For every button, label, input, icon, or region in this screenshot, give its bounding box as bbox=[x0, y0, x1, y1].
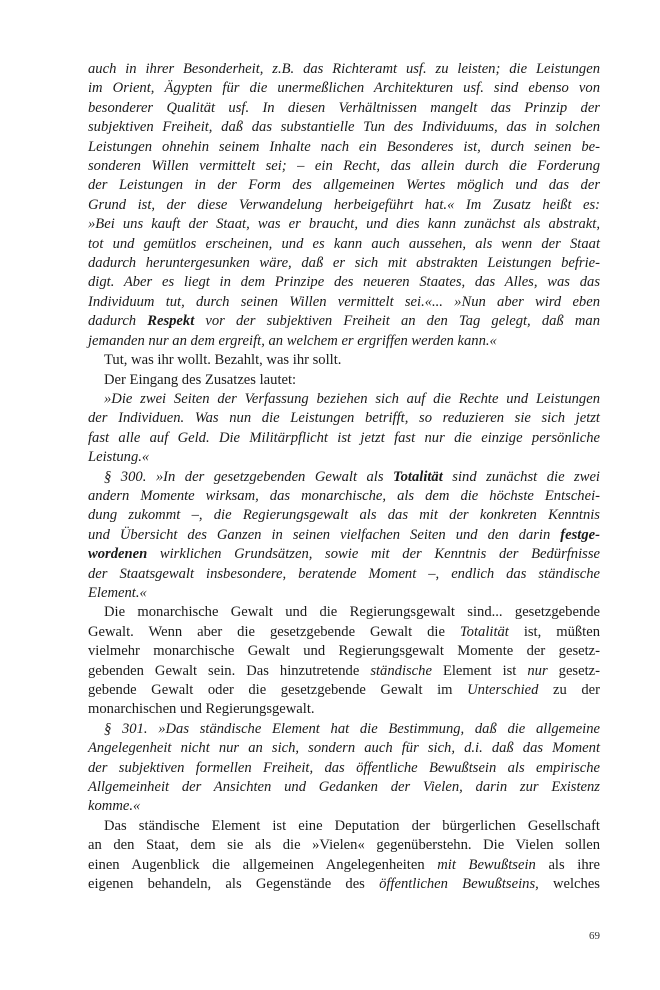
text-line: Leistungen ohnehin seinem Inhalte nach ein Besonderes ist, durch seinen be- bbox=[88, 138, 600, 155]
text-line: an den Staat, dem sie als die »Vielen« gegenüberstehn. Die Vielen sollen bbox=[88, 837, 600, 854]
text-line: § 300. »In der gesetzgebenden Gewalt als Totalität sind zunächst die zwei bbox=[104, 468, 600, 485]
text-line: andern Momente wirksam, das monarchische, als dem die höchste Entschei- bbox=[88, 487, 600, 504]
text-line: besonderer Qualität usf. In diesen Verhältnissen mangelt das Prinzip der bbox=[88, 99, 600, 116]
text-line: Allgemeinheit der Ansichten und Gedanken der Vielen, darin zur Existenz bbox=[88, 779, 600, 796]
text-line: jemanden nur an dem ergreift, an welchem er ergriffen werden kann.« bbox=[88, 332, 497, 349]
text-line: fast alle auf Geld. Die Militärpflicht ist jetzt fast nur die einzige persönliche bbox=[88, 429, 600, 446]
text-line: digt. Aber es liegt in dem Prinzipe des neueren Staates, das Alles, was das bbox=[88, 274, 600, 291]
text-line: Element.« bbox=[88, 584, 147, 601]
paragraph bbox=[88, 371, 600, 390]
text-line: Die monarchische Gewalt und die Regierungsgewalt sind... gesetzgebende bbox=[104, 604, 600, 621]
text-line: Leistung.« bbox=[88, 449, 150, 466]
emphasis-bold: festge- bbox=[560, 526, 600, 543]
text-line: komme.« bbox=[88, 798, 141, 815]
block-quote bbox=[88, 468, 600, 604]
text-line: Individuum tut, durch seinen Willen vermittelt sei.«... »Nun aber wird eben bbox=[88, 293, 600, 310]
text-line: einen Augenblick die allgemeinen Angelegenheiten mit Bewußtsein als ihre bbox=[88, 856, 600, 873]
paragraph bbox=[88, 603, 600, 719]
emphasis-italic: Unterschied bbox=[467, 682, 539, 698]
text-line: Angelegenheit nicht nur an sich, sondern auch für sich, d.i. daß das Moment bbox=[88, 740, 600, 757]
text-line: dadurch heruntergesunken wäre, daß er sich mit abstrakten Leistungen befrie- bbox=[88, 255, 600, 272]
text-line: gebende Gewalt oder die gesetzgebende Gewalt im Unterschied zu der bbox=[88, 682, 600, 698]
text-line: § 301. »Das ständische Element hat die Bestimmung, daß die allgemeine bbox=[104, 720, 600, 737]
emphasis-italic: öffentlichen Bewußtseins bbox=[379, 876, 536, 893]
text-line: und Übersicht des Ganzen in seinen vielfachen Seiten und den darin festge- bbox=[88, 526, 600, 543]
text-line: tot und gemütlos erscheinen, und es kann auch aussehen, als wenn der Staat bbox=[88, 235, 600, 252]
page-body bbox=[88, 60, 600, 894]
text-line: subjektiven Freiheit, daß das substantielle Tun des Individuums, das in solchen bbox=[88, 119, 600, 136]
text-line: auch in ihrer Besonderheit, z.B. das Richteramt usf. zu leisten; die Leistungen bbox=[88, 61, 600, 77]
text-line: Der Eingang des Zusatzes lautet: bbox=[104, 371, 297, 388]
emphasis-bold: Totalität bbox=[393, 468, 443, 485]
text-line: eigenen behandeln, als Gegenstände des öffentlichen Bewußtseins, welches bbox=[88, 876, 600, 893]
block-quote bbox=[88, 720, 600, 817]
text-line: dadurch Respekt vor der subjektiven Freiheit an den Tag gelegt, daß man bbox=[88, 313, 600, 330]
emphasis-bold: Respekt bbox=[147, 313, 195, 330]
paragraph bbox=[88, 817, 600, 895]
text-line: gebenden Gewalt sein. Das hinzutretende ständische Element ist nur gesetz- bbox=[88, 662, 600, 679]
text-line: Tut, was ihr wollt. Bezahlt, was ihr sollt. bbox=[104, 352, 342, 369]
text-line: »Die zwei Seiten der Verfassung beziehen sich auf die Rechte und Leistungen bbox=[104, 390, 600, 407]
text-line: »Bei uns kauft der Staat, was er braucht, und dies kann zunächst als abstrakt, bbox=[88, 216, 600, 233]
text-line: der Individuen. Was nun die Leistungen betrifft, so reduzieren sie sich jetzt bbox=[88, 410, 600, 427]
text-line: vielmehr monarchische Gewalt und Regierungsgewalt Momente der gesetz- bbox=[88, 643, 600, 660]
text-line: monarchischen und Regierungsgewalt. bbox=[88, 701, 315, 718]
emphasis-italic: nur bbox=[527, 662, 548, 679]
text-line: im Orient, Ägypten für die unermeßlichen Architekturen usf. sind ebenso von bbox=[88, 80, 600, 97]
emphasis-italic: mit Bewußtsein bbox=[437, 856, 536, 873]
block-quote bbox=[88, 60, 600, 351]
text-line: Das ständische Element ist eine Deputation der bürgerlichen Gesellschaft bbox=[104, 817, 600, 834]
emphasis-italic: Totalität bbox=[459, 623, 509, 640]
emphasis-bold: wordenen bbox=[88, 546, 148, 563]
text-line: Gewalt. Wenn aber die gesetzgebende Gewalt die Totalität ist, müßten bbox=[88, 623, 600, 640]
emphasis-italic: ständische bbox=[370, 662, 432, 679]
text-line: dung zukommt –, die Regierungsgewalt als das mit der konkreten Kenntnis bbox=[88, 507, 600, 524]
text-line: der subjektiven formellen Freiheit, das öffentliche Bewußtsein als empirische bbox=[88, 759, 600, 776]
text-line: der Staatsgewalt insbesondere, beratende Moment –, endlich das ständische bbox=[88, 565, 600, 582]
text-line: Grund ist, der diese Verwandelung herbeigeführt hat.« Im Zusatz heißt es: bbox=[88, 196, 600, 213]
text-line: sonderen Willen vermittelt sei; – ein Recht, das allein durch die Forderung bbox=[88, 158, 600, 175]
text-line: wordenen wirklichen Grundsätzen, sowie mit der Kenntnis der Bedürfnisse bbox=[88, 546, 600, 563]
page-number: 69 bbox=[589, 930, 600, 942]
text-line: der Leistungen in der Form des allgemeinen Wertes möglich und das der bbox=[88, 177, 600, 194]
block-quote bbox=[88, 390, 600, 468]
paragraph bbox=[88, 351, 600, 370]
